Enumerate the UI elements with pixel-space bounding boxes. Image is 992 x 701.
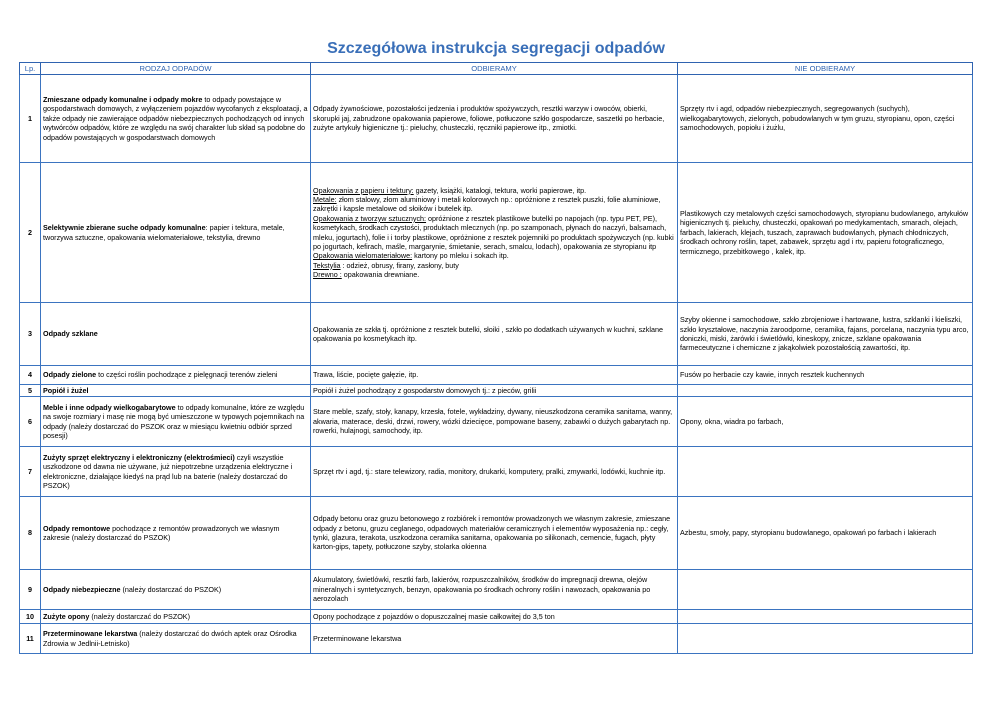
accepted-cell — [311, 163, 678, 303]
header-lp: Lp. — [20, 63, 41, 75]
table-row — [20, 497, 973, 570]
section-label: Tekstylia — [313, 260, 341, 270]
waste-type-cell — [41, 447, 311, 497]
waste-type-name: Odpady szklane — [43, 329, 98, 339]
accepted-section — [313, 186, 675, 195]
table-row — [20, 385, 973, 397]
waste-type-name: Przeterminowane lekarstwa — [43, 629, 138, 639]
section-text: opróżnione z resztek plastikowe butelki po napojach (np. typu PET, PE), kosmetykach, środkach czystości, produktach mlecznych (np. po szamponach, płynach do naczyń, balsamach, mleku, jogurtach), folie i i torby plastikowe, opróżnione z resztek pojemniki po produktach spożywczych (np. kubki po jogurtach, kefirach, maśle, margarynie, śmietanie, serach, smalcu, lodach), opakowania ze styropianu itp — [313, 213, 674, 251]
waste-type-name: Popiół i żużel — [43, 385, 89, 395]
section-text: złom stalowy, złom aluminiowy i metali kolorowych np.: opróżnione z resztek puszki, folie aluminiowe, zakrętki i kapsle metalowe od słoików i butelek itp. — [313, 195, 661, 214]
not-accepted-cell — [678, 570, 973, 610]
section-text: : odzież, obrusy, firany, zasłony, buty — [340, 260, 459, 270]
not-accepted-cell — [678, 447, 973, 497]
header-row — [20, 63, 973, 75]
table-row — [20, 610, 973, 624]
waste-type-cell — [41, 75, 311, 163]
waste-type-name: Odpady niebezpieczne — [43, 584, 121, 594]
accepted-cell: Popiół i żużel pochodzący z gospodarstw domowych tj.: z pieców, grilii — [311, 385, 678, 397]
page-title: Szczegółowa instrukcja segregacji odpadów — [327, 40, 665, 57]
row-number: 10 — [20, 610, 41, 624]
section-text: kartony po mleku i sokach itp. — [412, 251, 509, 261]
accepted-section — [313, 195, 675, 214]
accepted-cell: Opakowania ze szkła tj. opróżnione z resztek butelki, słoiki , szkło po dodatkach używanych w kuchni, szklane opakowania po kosmetykach itp. — [311, 303, 678, 366]
header-not-accepted: NIE ODBIERAMY — [678, 63, 973, 75]
accepted-cell: Stare meble, szafy, stoły, kanapy, krzesła, fotele, wykładziny, dywany, nieuszkodzona ceramika sanitarna, wanny, akwaria, materace, deski, drzwi, rowery, wózki dziecięce, pompowane baseny, zabawki o dużych gabarytach np. rowerki, hulajnogi, samochody, itp. — [311, 397, 678, 447]
section-label: Opakowania z papieru i tektury: — [313, 185, 414, 195]
section-label: Drewno : — [313, 269, 342, 279]
waste-type-cell — [41, 610, 311, 624]
table-row — [20, 447, 973, 497]
row-number: 1 — [20, 75, 41, 163]
accepted-cell: Akumulatory, świetlówki, resztki farb, lakierów, rozpuszczalników, środków do impregnacji drewna, olejów mineralnych i syntetycznych, benzyn, opakowania po środkach ochrony roślin i nawozach, opakowania po aerozolach — [311, 570, 678, 610]
accepted-cell: Odpady betonu oraz gruzu betonowego z rozbiórek i remontów prowadzonych we własnym zakresie, zmieszane odpady z betonu, gruzu ceglanego, odpadowych materiałów ceramicznych i elementów wyposażenia np.: cegły, tynki, glazura, terakota, uszkodzona ceramika sanitarna, opakowania po silikonach, cemencie, fugach, płyty karton-gips, tapety, potłuczone szyby, stolarka okienna — [311, 497, 678, 570]
waste-type-description: pochodzące z remontów prowadzonych we własnym zakresie (należy dostarczać do PSZOK) — [43, 523, 280, 542]
not-accepted-cell — [678, 385, 973, 397]
waste-type-description: to części roślin pochodzące z pielęgnacji terenów zieleni — [96, 370, 278, 380]
not-accepted-cell: Fusów po herbacie czy kawie, innych resztek kuchennych — [678, 366, 973, 385]
accepted-section — [313, 270, 675, 279]
not-accepted-cell: Szyby okienne i samochodowe, szkło zbrojeniowe i hartowane, lustra, szklanki i kieliszki, szkło kryształowe, naczynia żaroodporne, ceramika, fajans, porcelana, naczynia typu arco, doniczki, miski, żarówki i świetlówki, kineskopy, znicze, szklane opakowania farmeceutyczne i chemiczne z jakąkolwiek pozostałością zawartości, itp. — [678, 303, 973, 366]
table-row — [20, 570, 973, 610]
row-number: 6 — [20, 397, 41, 447]
not-accepted-cell — [678, 624, 973, 654]
accepted-cell: Odpady żywnościowe, pozostałości jedzenia i produktów spożywczych, resztki warzyw i owoców, obierki, skorupki jaj, zabrudzone opakowania papierowe, foliowe, potłuczone szkło gospodarcze, saszetki po herbacie, zużyte artykuły higieniczne tj.: pieluchy, chusteczki, ręczniki papierowe itp., zmiotki. — [311, 75, 678, 163]
row-number: 9 — [20, 570, 41, 610]
row-number: 3 — [20, 303, 41, 366]
table-row — [20, 397, 973, 447]
waste-type-name: Selektywnie zbierane suche odpady komunalne — [43, 223, 206, 233]
waste-type-name: Zmieszane odpady komunalne i odpady mokre — [43, 95, 203, 105]
waste-type-name: Odpady remontowe — [43, 523, 111, 533]
section-label: Metale: — [313, 195, 337, 205]
not-accepted-cell: Azbestu, smoły, papy, styropianu budowlanego, opakowań po farbach i lakierach — [678, 497, 973, 570]
not-accepted-cell: Sprzęty rtv i agd, odpadów niebezpiecznych, segregowanych (suchych), wielkogabarytowych, zielonych, pobudowlanych w tym gruzu, styropianu, opon, części samochodowych, popiołu i żużlu, — [678, 75, 973, 163]
row-number: 11 — [20, 624, 41, 654]
not-accepted-cell — [678, 610, 973, 624]
section-text: opakowania drewniane. — [341, 269, 420, 279]
section-label: Opakowania wielomateriałowe: — [313, 251, 413, 261]
waste-type-name: Odpady zielone — [43, 370, 97, 380]
accepted-cell: Przeterminowane lekarstwa — [311, 624, 678, 654]
row-number: 5 — [20, 385, 41, 397]
table-row — [20, 163, 973, 303]
waste-type-cell — [41, 624, 311, 654]
row-number: 4 — [20, 366, 41, 385]
not-accepted-cell: Opony, okna, wiadra po farbach, — [678, 397, 973, 447]
segregation-table — [19, 62, 973, 654]
waste-type-description: (należy dostarczać do PSZOK) — [120, 584, 222, 594]
waste-type-cell — [41, 570, 311, 610]
accepted-cell: Opony pochodzące z pojazdów o dopuszczalnej masie całkowitej do 3,5 ton — [311, 610, 678, 624]
table-row — [20, 303, 973, 366]
waste-type-description: to odpady powstające w gospodarstwach domowych, z wyłączeniem pojazdów wycofanych z eksploatacji, a także odpady nie zawierające odpadów niebezpiecznych pochodzących od innych wytwórców odpadów, które ze względu na swój charakter lub skład są podobne do odpadów powstających w gospodarstwach domowych — [43, 95, 308, 142]
waste-type-description: (należy dostarczać do PSZOK) — [89, 611, 190, 621]
accepted-section — [313, 251, 675, 260]
waste-type-cell — [41, 497, 311, 570]
waste-type-cell — [41, 163, 311, 303]
row-number: 2 — [20, 163, 41, 303]
waste-type-name: Meble i inne odpady wielkogabarytowe — [43, 402, 176, 412]
accepted-cell: Trawa, liście, pocięte gałęzie, itp. — [311, 366, 678, 385]
waste-type-description: : papier i tektura, metale, tworzywa sztuczne, opakowania wielomateriałowe, tekstylia, drewno — [43, 223, 285, 242]
waste-type-description: (należy dostarczać do dwóch aptek oraz Ośrodka Zdrowia w Jedlnii-Letnisko) — [43, 629, 297, 648]
waste-type-cell — [41, 385, 311, 397]
header-waste-type: RODZAJ ODPADÓW — [41, 63, 311, 75]
section-label: Opakowania z tworzyw sztucznych: — [313, 213, 427, 223]
header-accepted: ODBIERAMY — [311, 63, 678, 75]
row-number: 7 — [20, 447, 41, 497]
accepted-section — [313, 261, 675, 270]
waste-type-name: Zużyty sprzęt elektryczny i elektroniczny (elektrośmieci) — [43, 452, 235, 462]
accepted-section — [313, 214, 675, 251]
table-row — [20, 75, 973, 163]
section-text: gazety, książki, katalogi, tektura, worki papierowe, itp. — [413, 185, 587, 195]
waste-type-description: czyli wszystkie uszkodzone od dawna nie używane, już niepotrzebne urządzenia elektryczne i elektroniczne, działające kiedyś na prąd lub na baterie (należy dostarczać do PSZOK) — [43, 452, 293, 490]
waste-type-description: to odpady komunalne, które ze względu na swoje rozmiary i masę nie mogą być umieszczone w typowych pojemnikach na odpady (należy dostarczać do PSZOK oraz w miesiącu kwietniu odbiór sprzed posesji) — [43, 402, 305, 440]
row-number: 8 — [20, 497, 41, 570]
waste-type-cell — [41, 397, 311, 447]
not-accepted-cell: Plastikowych czy metalowych części samochodowych, styropianu budowlanego, artykułów higienicznych tj. pieluchy, chusteczki, opakowań po medykamentach, smarach, olejach, farbach, lakierach, klejach, tuszach, zaprawach budowlanych, płynach chłodniczych, środkach ochrony roślin, tapet, zabawek, sprzętu agd i rtv, papieru fotograficznego, termicznego, przebitkowego , kalek, itp. — [678, 163, 973, 303]
waste-type-cell — [41, 303, 311, 366]
accepted-cell: Sprzęt rtv i agd, tj.: stare telewizory, radia, monitory, drukarki, komputery, pralki, zmywarki, lodówki, kuchnie itp. — [311, 447, 678, 497]
waste-type-name: Zużyte opony — [43, 611, 90, 621]
table-row — [20, 366, 973, 385]
table-row — [20, 624, 973, 654]
waste-type-cell — [41, 366, 311, 385]
